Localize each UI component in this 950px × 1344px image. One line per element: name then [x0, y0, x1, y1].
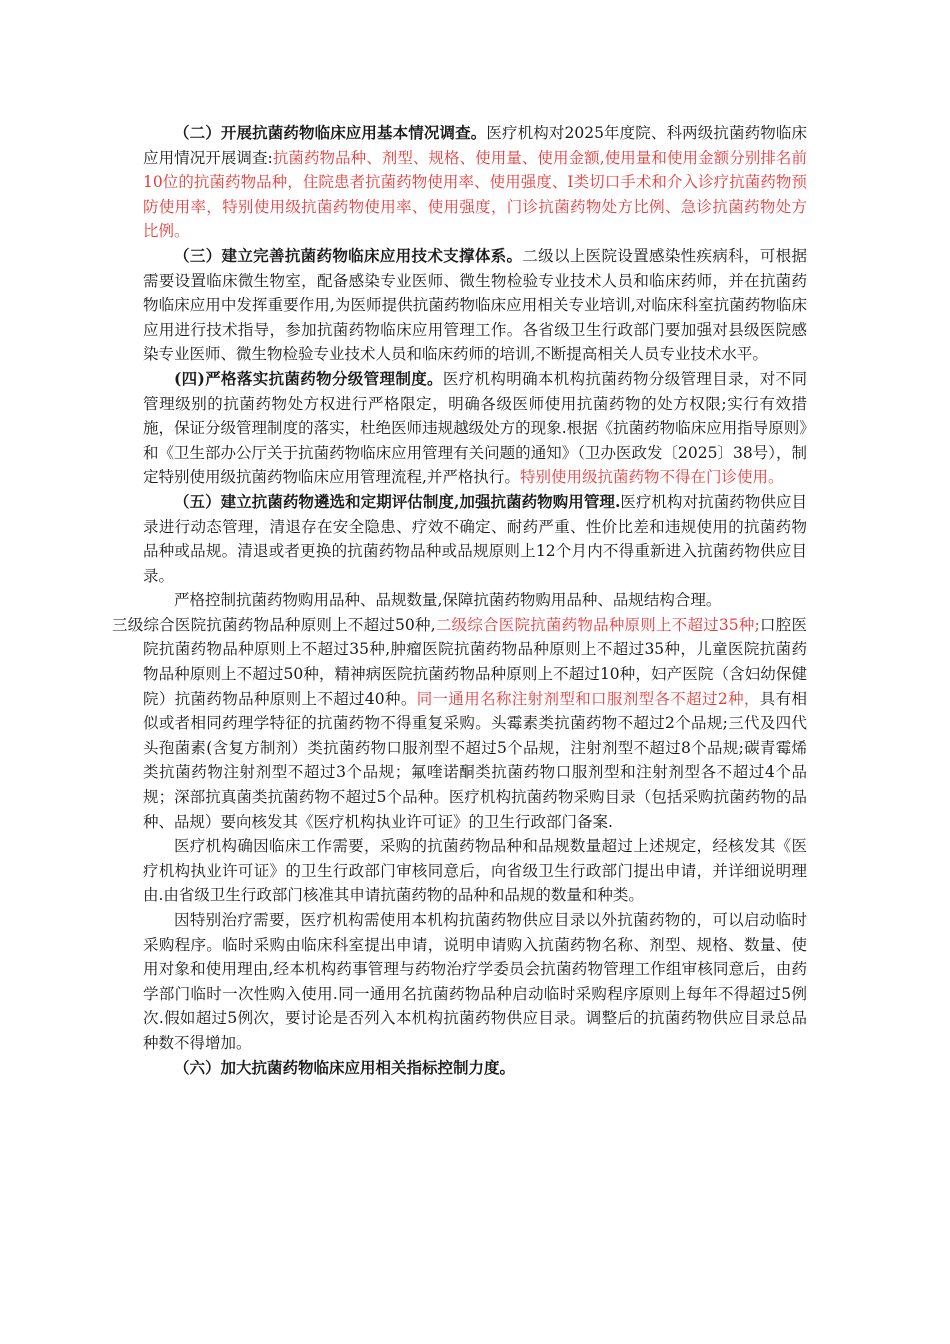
- heading-section-2: （二）开展抗菌药物临床应用基本情况调查。: [174, 123, 487, 142]
- highlighted-text: 特别使用级抗菌药物不得在门诊使用。: [519, 468, 784, 487]
- paragraph-exceed-approval: [143, 834, 807, 908]
- body-text: 严格控制抗菌药物购用品种、品规数量,保障抗菌药物购用品种、品规结构合理。: [174, 591, 722, 610]
- body-text: 医疗机构确因临床工作需要，采购的抗菌药物品种和品规数量超过上述规定，经核发其《医疗机构执业许可证》的卫生行政部门审核同意后，向省级卫生行政部门提出申请，并详细说明理由.由省级卫生行政部门核准其申请抗菌药物的品种和品规的数量和种类。: [143, 837, 807, 905]
- body-text: 三级综合医院抗菌药物品种原则上不超过50种,: [112, 615, 436, 634]
- heading-section-4: (四)严格落实抗菌药物分级管理制度。: [174, 368, 443, 388]
- paragraph-section-4: [143, 367, 807, 490]
- document-page: [112, 121, 807, 1080]
- body-text: 二级以上医院设置感染性疾病科，可根据需要设置临床微生物室，配备感染专业医师、微生物检验专业技术人员和临床药师，并在抗菌药物临床应用中发挥重要作用,为医师提供抗菌药物临床应用相关专业培训,对临床科室抗菌药物临床应用进行技术指导，参加抗菌药物临床应用管理工作。各省级卫生行政部门要加强对县级医院感染专业医师、微生物检验专业技术人员和临床药师的培训,不断提高相关人员专业技术水平。: [143, 246, 807, 364]
- body-text: 医疗机构对抗菌药物供应目录进行动态管理，清退存在安全隐患、疗效不确定、耐药严重、性价比差和违规使用的抗菌药物品种或品规。清退或者更换的抗菌药物品种或品规原则上12个月内不得重新进入抗菌药物供应目录。: [143, 492, 807, 585]
- body-text: 口腔医院抗菌药物品种原则上不超过35种,肿瘤医院抗菌药物品种原则上不超过35种，儿童医院抗菌药物品种原则上不超过50种，精神病医院抗菌药物品种原则上不超过10种，妇产医院（含妇幼保健院）抗菌药物品种原则上不超过40种。: [143, 615, 807, 708]
- highlighted-text: 抗菌药物品种、剂型、规格、使用量、使用金额,使用量和使用金额分别排名前10位的抗菌药物品种，住院患者抗菌药物使用率、使用强度、I类切口手术和介入诊疗抗菌药物预防使用率，特别使用级抗菌药物使用率、使用强度，门诊抗菌药物处方比例、急诊抗菌药物处方比例。: [143, 148, 807, 241]
- body-text: 医疗机构明确本机构抗菌药物分级管理目录，对不同管理级别的抗菌药物处方权进行严格限定，明确各级医师使用抗菌药物的处方权限;实行有效措施，保证分级管理制度的落实，杜绝医师违规越级处方的现象.根据《抗菌药物临床应用指导原则》和《卫生部办公厅关于抗菌药物临床应用管理有关问题的通知》（卫办医政发〔2025〕38号），制定特别使用级抗菌药物临床应用管理流程,并严格执行。: [143, 369, 807, 487]
- heading-section-5: （五）建立抗菌药物遴选和定期评估制度,加强抗菌药物购用管理.: [174, 491, 621, 511]
- highlighted-text: 同一通用名称注射剂型和口服剂型各不超过2种，: [416, 689, 760, 708]
- paragraph-procurement-limits: [112, 588, 807, 834]
- paragraph-section-6: [143, 1056, 807, 1081]
- paragraph-section-3: [143, 244, 807, 367]
- heading-section-3: （三）建立完善抗菌药物临床应用技术支撑体系。: [174, 245, 523, 265]
- body-text: 因特别治疗需要，医疗机构需使用本机构抗菌药物供应目录以外抗菌药物的，可以启动临时采购程序。临时采购由临床科室提出申请，说明申请购入抗菌药物名称、剂型、规格、数量、使用对象和使用理由,经本机构药事管理与药物治疗学委员会抗菌药物管理工作组审核同意后，由药学部门临时一次性购入使用.同一通用名抗菌药物品种启动临时采购程序原则上每年不得超过5例次.假如超过5例次，要讨论是否列入本机构抗菌药物供应目录。调整后的抗菌药物供应目录总品种数不得增加。: [143, 911, 807, 1052]
- body-text: 医疗机构对2025年度院、科两级抗菌药物临床应用情况开展调查:: [143, 124, 807, 167]
- highlighted-text: 二级综合医院抗菌药物品种原则上不超过35种;: [435, 615, 760, 634]
- paragraph-section-5: [143, 490, 807, 588]
- body-text: 具有相似或者相同药理学特征的抗菌药物不得重复采购。头霉素类抗菌药物不超过2个品规;三代及四代头孢菌素(含复方制剂）类抗菌药物口服剂型不超过5个品规，注射剂型不超过8个品规;碳青霉烯类抗菌药物注射剂型不超过3个品规；氟喹诺酮类抗菌药物口服剂型和注射剂型各不超过4个品规；深部抗真菌类抗菌药物不超过5个品种。医疗机构抗菌药物采购目录（包括采购抗菌药物的品种、品规）要向核发其《医疗机构执业许可证》的卫生行政部门备案.: [143, 689, 807, 831]
- paragraph-temporary-procurement: [143, 908, 807, 1056]
- paragraph-section-2: [143, 121, 807, 244]
- heading-section-6: （六）加大抗菌药物临床应用相关指标控制力度。: [174, 1057, 516, 1077]
